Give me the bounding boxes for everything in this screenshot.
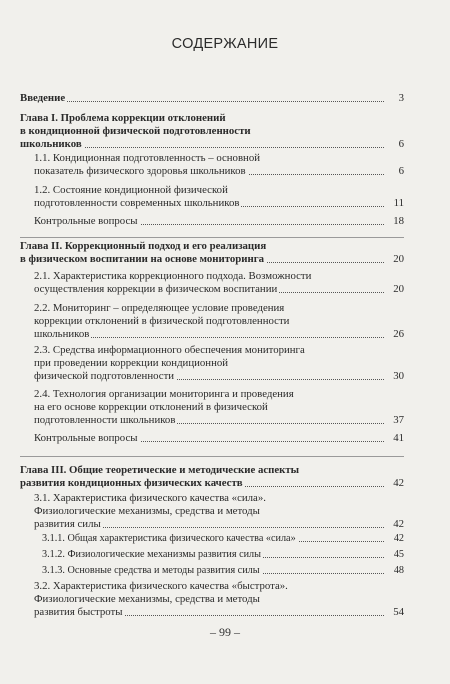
toc-entry-last-line <box>34 518 404 531</box>
page-number: – 99 – <box>210 625 240 639</box>
toc-entry-text: на его основе коррекции отклонений в физической <box>34 401 268 413</box>
toc-entry-text: при проведении коррекции кондиционной <box>34 357 229 369</box>
toc-entry-last-line <box>20 138 404 151</box>
toc-page-number: 48 <box>384 564 404 577</box>
toc-entry-text: развития силы <box>34 518 101 530</box>
toc-entry-text: Введение <box>20 92 66 104</box>
toc-entry-text: в кондиционной физической подготовленности <box>20 125 251 137</box>
toc-entry-last-line <box>42 548 404 561</box>
toc-page-number: 3 <box>384 92 404 105</box>
toc-entry-text: Физиологические механизмы, средства и методы <box>34 505 260 517</box>
dot-leader <box>20 101 384 102</box>
toc-entry-text: подготовленности современных школьников <box>34 197 240 209</box>
toc-section-entry <box>20 388 404 427</box>
toc-entry-text: физической подготовленности <box>34 370 175 382</box>
toc-entry-last-line <box>34 283 404 296</box>
toc-entry-last-line <box>34 414 404 427</box>
toc-entry-last-line <box>34 197 404 210</box>
toc-entry-text: школьников <box>20 138 82 150</box>
toc-page-number: 45 <box>384 548 404 561</box>
toc-page-number: 18 <box>384 215 404 228</box>
toc-entry-last-line <box>42 564 404 577</box>
toc-entry-text: 1.1. Кондиционная подготовленность – основной <box>34 152 261 164</box>
toc-entry-text: Глава III. Общие теоретические и методические аспекты <box>20 464 300 476</box>
toc-section-entry <box>20 432 404 445</box>
toc-page-number: 42 <box>384 518 404 531</box>
toc-entry-text: 1.2. Состояние кондиционной физической <box>34 184 228 196</box>
toc-entry-text: Контрольные вопросы <box>34 215 138 227</box>
toc-entry-text: показатель физического здоровья школьников <box>34 165 246 177</box>
toc-page-number: 6 <box>384 138 404 151</box>
section-divider <box>20 456 404 457</box>
toc-section-entry <box>20 532 404 545</box>
toc-entry-last-line <box>34 328 404 341</box>
toc-page-number: 30 <box>384 370 404 383</box>
toc-chapter-entry <box>20 464 404 490</box>
toc-page-number: 41 <box>384 432 404 445</box>
toc-section-entry <box>20 344 404 383</box>
toc-entry-text: Глава II. Коррекционный подход и его реализация <box>20 240 267 252</box>
toc-chapter-entry <box>20 112 404 151</box>
toc-entry-last-line <box>20 92 404 105</box>
toc-entry-text: коррекции отклонений в физической подготовленности <box>34 315 290 327</box>
toc-entry-text: развития кондиционных физических качеств <box>20 477 243 489</box>
toc-section-entry <box>20 548 404 561</box>
toc-section-entry <box>20 152 404 178</box>
toc-entry-text: 3.1.3. Основные средства и методы развития силы <box>42 565 260 576</box>
toc-entry-last-line <box>42 532 404 545</box>
toc-page-number: 42 <box>384 477 404 490</box>
toc-entry-text: Контрольные вопросы <box>34 432 138 444</box>
toc-entry-text: 3.1.1. Общая характеристика физического качества «сила» <box>42 533 296 544</box>
toc-entry-text: подготовленности школьников <box>34 414 176 426</box>
toc-chapter-entry <box>20 92 404 105</box>
toc-entry-text: 3.1.2. Физиологические механизмы развития силы <box>42 549 261 560</box>
toc-entry-text: Глава I. Проблема коррекции отклонений <box>20 112 226 124</box>
toc-entry-text: 2.4. Технология организации мониторинга и проведения <box>34 388 294 400</box>
toc-section-entry <box>20 215 404 228</box>
toc-section-entry <box>20 492 404 531</box>
toc-entry-last-line <box>34 606 404 619</box>
section-divider <box>20 237 404 238</box>
toc-entry-text: осуществления коррекции в физическом воспитании <box>34 283 278 295</box>
toc-page-number: 20 <box>384 253 404 266</box>
toc-entry-last-line <box>34 432 404 445</box>
toc-page-number: 11 <box>384 197 404 210</box>
toc-chapter-entry <box>20 240 404 266</box>
toc-section-entry <box>20 302 404 341</box>
toc-entry-text: 2.1. Характеристика коррекционного подхода. Возможности <box>34 270 312 282</box>
toc-entry-last-line <box>20 477 404 490</box>
toc-entry-text: Физиологические механизмы, средства и методы <box>34 593 260 605</box>
toc-section-entry <box>20 184 404 210</box>
toc-entry-text: 2.3. Средства информационного обеспечения мониторинга <box>34 344 305 356</box>
toc-entry-text: в физическом воспитании на основе мониторинга <box>20 253 265 265</box>
toc-page-number: 20 <box>384 283 404 296</box>
toc-page-number: 54 <box>384 606 404 619</box>
toc-entry-last-line <box>34 370 404 383</box>
toc-entry-text: школьников <box>34 328 90 340</box>
page-title: СОДЕРЖАНИЕ <box>171 36 279 52</box>
toc-section-entry <box>20 564 404 577</box>
toc-page-number: 37 <box>384 414 404 427</box>
toc-entry-last-line <box>34 215 404 228</box>
toc-section-entry <box>20 580 404 619</box>
toc-section-entry <box>20 270 404 296</box>
toc-entry-last-line <box>20 253 404 266</box>
toc-entry-text: развития быстроты <box>34 606 123 618</box>
toc-page-number: 6 <box>384 165 404 178</box>
toc-entry-last-line <box>34 165 404 178</box>
toc-entry-text: 3.2. Характеристика физического качества «быстрота». <box>34 580 288 592</box>
toc-entry-text: 3.1. Характеристика физического качества «сила». <box>34 492 266 504</box>
toc-entry-text: 2.2. Мониторинг – определяющее условие проведения <box>34 302 285 314</box>
toc-page-number: 26 <box>384 328 404 341</box>
toc-page-number: 42 <box>384 532 404 545</box>
